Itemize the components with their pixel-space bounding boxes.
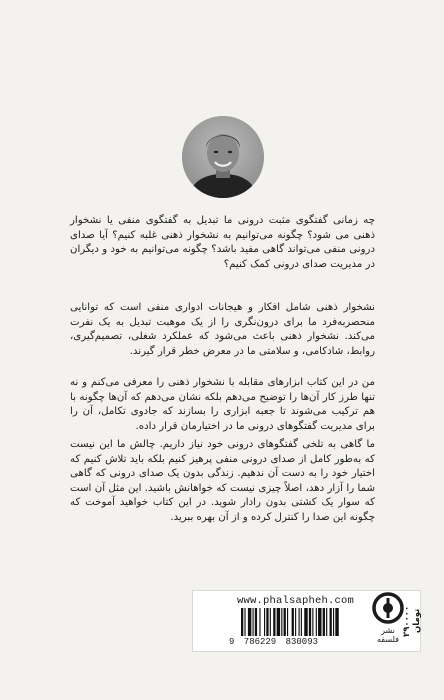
isbn-number: 9 786229 830093 <box>229 637 319 647</box>
paragraph-tools <box>70 376 375 434</box>
author-photo <box>182 116 264 198</box>
publisher-logo <box>369 592 407 644</box>
paragraph-challenge <box>70 438 375 526</box>
paragraph-text: من در این کتاب ابزارهای مقابله با نشخوار ذهنی را معرفی می‌کنم و نه تنها طرز کار آن‌ها را توضیح می‌دهم بلکه نشان می‌دهم که آن‌ها چگونه با هم ترکیب می‌شوند تا جعبه ابزاری را بسازند که جادوی تکامل، آن را برای مدیریت گفتگوهای درونی ما در اختیارمان قرار داده. <box>70 377 375 432</box>
author-portrait-icon <box>182 116 264 198</box>
publisher-name: نشر فلسفه <box>377 626 399 644</box>
publisher-url: www.phalsapheh.com <box>237 595 355 607</box>
paragraph-questions <box>70 214 375 272</box>
paragraph-text: نشخوار ذهنی شامل افکار و هیجانات ادواری منفی است که توانایی منحصربه‌فرد ما برای درون‌نگری را از یک موهبت تبدیل به یک نفرت می‌کند. نشخوار ذهنی باعث می‌شود که عملکرد شغلی، تصمیم‌گیری، روابط، شادکامی، و سلامتی ما در معرض خطر قرار گیرند. <box>70 302 375 357</box>
publisher-logo-icon <box>372 592 404 624</box>
paragraph-text: چه زمانی گفتگوی مثبت درونی ما تبدیل به گفتگوی منفی یا نشخوار ذهنی می شود؟ چگونه می‌توانیم به نشخوار ذهنی غلبه کنیم؟ آیا صدای درونی منفی می‌تواند گاهی مفید باشد؟ چگونه می‌توانیم به خود و دیگران در مدیریت صدای درونی کمک کنیم؟ <box>70 215 375 270</box>
paragraph-rumination <box>70 301 375 359</box>
paragraph-text: ما گاهی به تلخی گفتگوهای درونی خود نیاز داریم. چالش ما این نیست که به‌طور کامل از صدای درونی منفی پرهیز کنیم بلکه باید تلاش کنیم که اختیار خود را به دست آن ندهیم. زندگی بدون یک صدای درونی که گاهی شما را آزار دهد، اصلاً چیزی نیست که خواهانش باشید. این مثل آن است که سوار یک کشتی بدون رادار شوید. در این کتاب خواهید آموخت که چگونه این صدا را کنترل کرده و از آن بهره ببرید. <box>70 439 375 523</box>
price-label: ۲۹۰۰۰۰ تومان <box>402 605 422 637</box>
barcode-bars <box>239 608 389 636</box>
